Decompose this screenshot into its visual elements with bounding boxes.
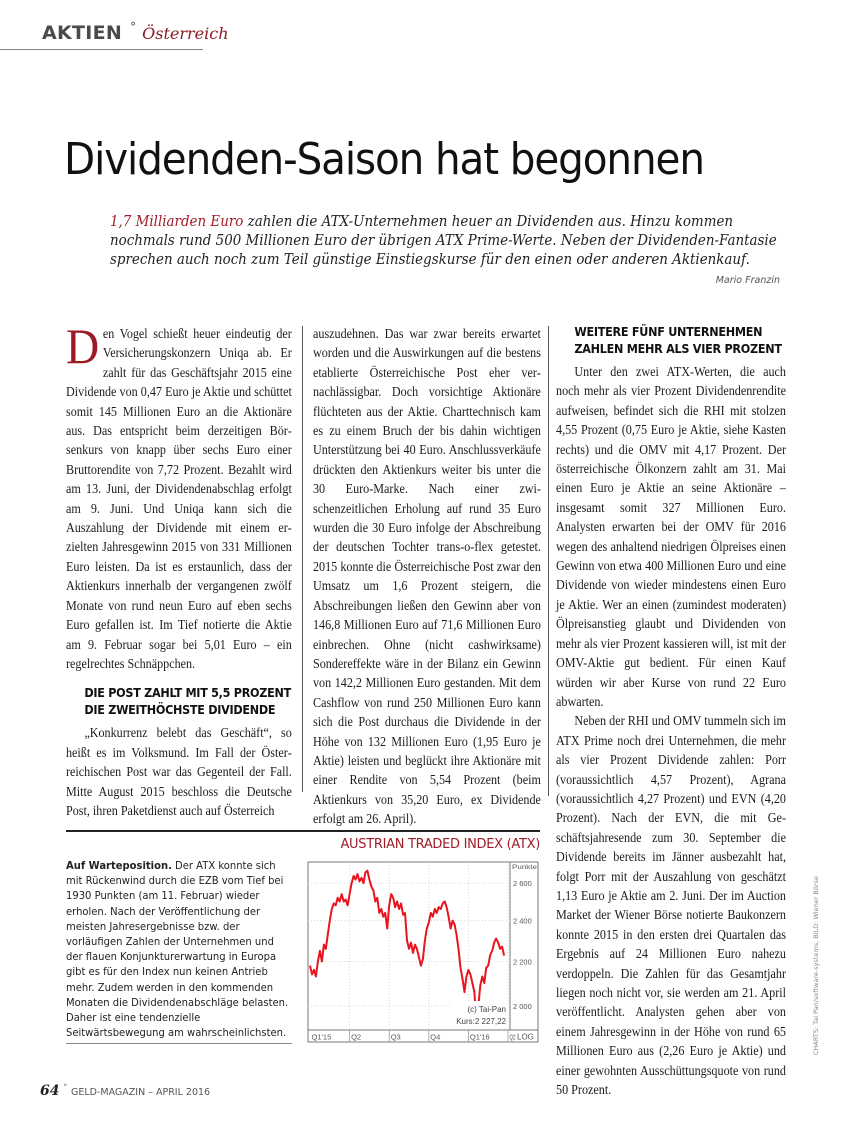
y-tick-label: 2 200 (513, 957, 532, 967)
column-3-text (556, 324, 786, 1099)
author-byline: Mario Franzin (715, 275, 780, 286)
x-tick-label: Q2 (509, 1032, 516, 1042)
article-lead (110, 212, 782, 269)
paragraph: Unter den zwei ATX-Werten, die auch noch mehr als vier Prozent Dividendenrendite aufweisen, befindet sich die RHI mit stolzen 4,55 Prozent (0,75 Euro je Aktie, siehe Kasten rechts) und die OMV mit 4,17 Prozent. Der österreichische Ölkonzern zahlt am 31. Mai einen Euro je Aktie an seine Aktionäre – insgesamt somit 327 Millionen Euro. Analysten erwarten bei der OMV für 2016 wegen des anhaltend niedrigen Ölpreises einen Gewinn von etwa 400 Millionen Euro und eine Dividende von wieder mindestens einen Euro je Aktie. Wer an einen (zumindest moderaten) Ölpreisanstieg glaubt und Dividenden von mehr als vier Prozent kassieren will, ist mit der OMV-Aktie gut bedient. Für einen Kauf würden wir aber Kurse von rund 22 Euro abwarten. (556, 364, 786, 709)
atx-chart (304, 858, 542, 1044)
header-rule (0, 49, 203, 50)
x-tick-label: Q1'15 (311, 1032, 332, 1042)
section-separator: ° (130, 20, 137, 34)
y-axis-label: Punkte (512, 865, 538, 871)
image-credit: CHARTS: Tai Pan/software-systems, BILD: Wiener Börse (812, 876, 820, 1055)
subsection-label: Österreich (142, 24, 229, 43)
article-column-1 (66, 318, 292, 820)
x-tick-label: Q3 (390, 1032, 401, 1042)
subheading-post: DIE POST ZAHLT MIT 5,5 PROZENT DIE ZWEITHÖCHSTE DIVIDENDE (84, 686, 291, 718)
lead-highlight: 1,7 Milliarden Euro (110, 213, 244, 230)
drop-cap: D (66, 318, 100, 374)
column-divider (548, 326, 549, 796)
column-2-text (313, 324, 541, 829)
section-label: AKTIEN (42, 22, 123, 44)
caption-lead: Auf Warteposition. (66, 859, 172, 872)
caption-rule (66, 1043, 292, 1044)
paragraph: „Konkurrenz belebt das Geschäft“, so heißt es im Volksmund. Im Fall der Österreichischen Post war das Gegenteil der Fall. Mitte August 2015 beschloss die Deutsche Post, ihren Paketdienst auch auf Österreich (66, 725, 292, 818)
last-value-label: Kurs:2 227,22 (456, 1017, 506, 1026)
paragraph: Neben der RHI und OMV tummeln sich im ATX Prime noch drei Unternehmen, die mehr als vier Prozent Dividende zahlen: Porr (voraussichtlich 4,57 Prozent), Agrana (voraussichtlich 4,27 Prozent) und EVN (4,20 Prozent). Nach der EVN, die mit Geschäftsjahresende zum 30. September die Dividende bereits im Jänner ausbezahlt hat, folgt Porr mit der Auszahlung von geschätzt 1,13 Euro je Aktie am 2. Juni. Der im Auction Market der Wiener Börse notierte Baukonzern konnte 2015 in den ersten drei Quartalen das Ergebnis auf 24 Millionen Euro nahezu verdoppeln. Die Zahlen für das Gesamtjahr liegen noch nicht vor, sie werden am 21. April veröffentlicht. Analysten gehen aber von einem Jahresgewinn in der Höhe von rund 65 Millionen Euro aus (2,26 Euro je Aktie) und einer gewohnten Ausschüttungsquote von rund 50 Prozent. (556, 713, 786, 1098)
paragraph-text: en Vogel schießt heuer eindeutig der Versicherungskonzern Uniqa ab. Er zahlt für das Geschäftsjahr 2015 eine Dividende von 0,47 Euro je Aktie und schüttet somit 145 Millionen Euro an die Aktionäre aus. Das entspricht beim derzeitigen Börsenkurs von knapp über sechs Euro einer Bruttorendite von 7,72 Prozent. Bezahlt wird am 13. Juni, der Dividendenabschlag erfolgt am 9. Juni. Und Uniqa kann sich die Auszahlung der Dividende mit einem erzielten Jahresgewinn 2015 von 331 Millionen Euro leisten. Da ist es erstaunlich, dass der Aktienkurs innerhalb der vergangenen zwölf Monate von rund neun Euro auf eben sechs Euro gefallen ist. Im Tief notierte die Aktie am 9. Februar sogar bei 5,01 Euro – ein regelrechtes Schnäppchen. (66, 326, 292, 671)
footer-separator: ° (63, 1083, 67, 1091)
article-column-2 (313, 324, 541, 829)
column-divider (302, 326, 303, 792)
y-tick-label: 2 000 (513, 1001, 532, 1011)
chart-caption (66, 858, 292, 1040)
chart-watermark: (c) Tai-Pan (467, 1005, 506, 1014)
x-tick-label: Q4 (430, 1032, 441, 1042)
x-tick-label: Q2 (351, 1032, 362, 1042)
page-footer (40, 1080, 210, 1099)
chart-box-rule (66, 830, 540, 832)
article-title: Dividenden-Saison hat begonnen (64, 134, 704, 185)
lead-text: zahlen die ATX-Unternehmen heuer an Dividenden aus. Hinzu kommen nochmals rund 500 Millionen Euro der übrigen ATX Prime-Werte. Neben der Dividenden-Fantasie sprechen auch noch zum Teil günstige Einstiegskurse für den einen oder anderen Aktienkauf. (110, 213, 777, 268)
paragraph (66, 318, 292, 673)
article-column-3 (556, 324, 786, 1099)
publication-info: GELD-MAGAZIN – APRIL 2016 (70, 1087, 211, 1098)
subheading-five-companies: WEITERE FÜNF UNTERNEHMEN ZAHLEN MEHR ALS VIER PROZENT (574, 325, 782, 356)
caption-text: Der ATX konnte sich mit Rückenwind durch die EZB vom Tief bei 1930 Punkten (am 11. Februar) wieder erholen. Nach der Veröffentlichung der meisten Jahresergebnisse bzw. der vorläufigen Zahlen der Unternehmen und der flauen Konjunkturerwartung in Europa gibt es für den Index nun keinen Antrieb mehr. Zudem werden in den kommenden Monaten die Dividendenabschläge belasten. Daher ist eine tendenzielle Seitwärtsbewegung am wahrscheinlichsten. (66, 859, 289, 1040)
page-number: 64 (40, 1083, 60, 1099)
chart-title: AUSTRIAN TRADED INDEX (ATX) (340, 837, 540, 852)
log-scale-note: LOG (517, 1032, 534, 1042)
y-tick-label: 2 400 (513, 916, 532, 926)
x-tick-label: Q1'16 (469, 1032, 490, 1042)
column-1-text (66, 318, 292, 820)
chart-caption-box (66, 858, 292, 1040)
section-header (42, 22, 229, 44)
x-axis-panel (308, 1030, 538, 1042)
y-tick-label: 2 600 (513, 879, 532, 889)
paragraph: auszudehnen. Das war zwar bereits erwartet worden und die Auswirkungen auf die bestens etablierte Österreichische Post eher vernachlässigbar. Doch vorsichtige Aktionäre flüchteten aus der Aktie. Charttechnisch kam es zu einem Bruch der bis dahin wichtigen Unterstützung bei 40 Euro. Anschlussverkäufe drückten den Aktienkurs weiter bis unter die 30 Euro-Marke. Nach einer zwischenzeitlichen Erholung auf rund 35 Euro wurden die 30 Euro infolge der Abschreibung der deutschen Tochter trans-o-flex getestet. 2015 konnte die Österreichische Post zwar den Umsatz um 1,6 Prozent steigern, die Abschreibungen ließen den Gewinn aber von 146,8 Millionen Euro auf 71,6 Millionen Euro einbrechen. Ohne (nicht cashwirksame) Sondereffekte wäre in der Bilanz ein Gewinn von 142,2 Millionen Euro gestanden. Mit dem Cashflow von rund 250 Millionen Euro kann sich die Post durchaus die Dividende in der Höhe von 132 Millionen Euro (1,95 Euro je Aktie) leisten und beglückt ihre Aktionäre mit einer Rendite von 5,54 Prozent (beim Aktienkurs von 35,20 Euro, ex Dividende erfolgt am 26. April). (313, 326, 541, 827)
